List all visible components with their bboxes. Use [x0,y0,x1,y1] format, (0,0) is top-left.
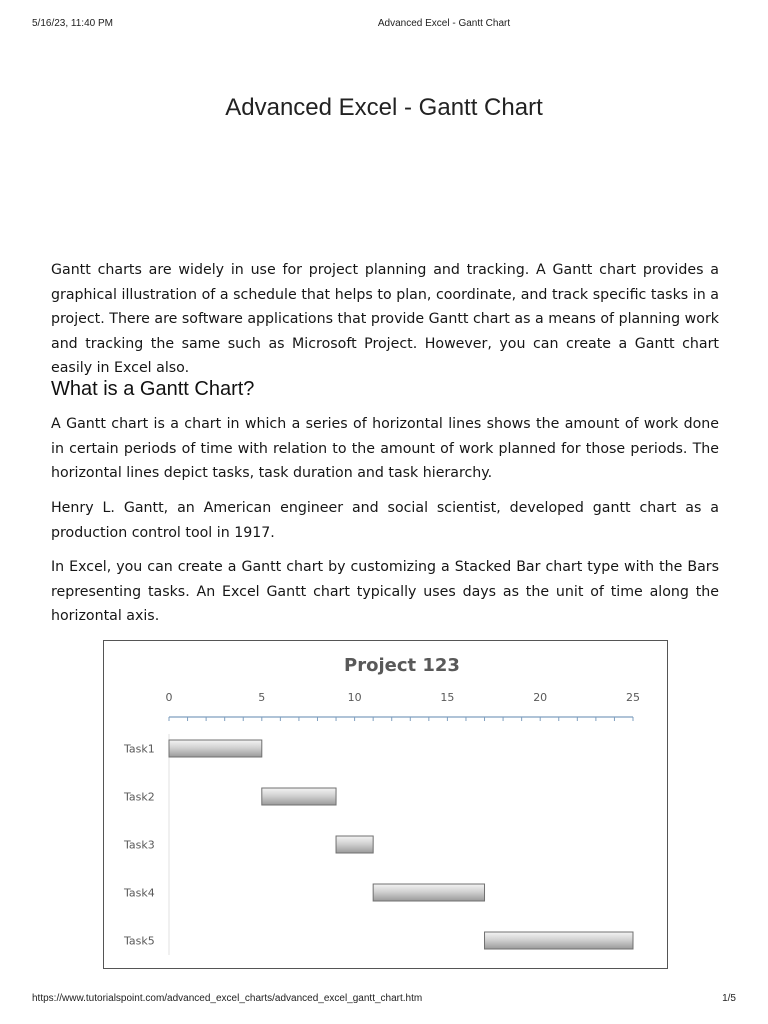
page-number: 1/5 [722,993,736,1004]
page-title: Advanced Excel - Gantt Chart [225,94,543,121]
x-tick-label: 25 [626,691,640,704]
gantt-bar [262,788,336,805]
history-block [51,496,719,545]
x-tick-label: 5 [258,691,266,704]
gantt-chart-svg [104,641,667,968]
definition-block [51,412,719,486]
page-url: https://www.tutorialspoint.com/advanced_excel_charts/advanced_excel_gantt_chart.htm [32,993,423,1004]
gantt-bar [336,836,373,853]
history-paragraph: Henry L. Gantt, an American engineer and social scientist, developed gantt chart as a production control tool in 1917. [51,500,719,541]
gantt-chart [103,640,668,969]
print-datetime: 5/16/23, 11:40 PM [32,18,113,29]
excel-block [51,555,719,629]
x-tick-label: 20 [533,691,548,704]
gantt-bar [485,932,633,949]
category-label: Task5 [124,934,155,948]
x-tick-label: 0 [165,691,173,704]
category-label: Task2 [124,790,155,804]
intro-block [51,258,719,381]
x-tick-label: 10 [347,691,362,704]
print-page-title: Advanced Excel - Gantt Chart [377,18,511,29]
chart-title: Project 123 [344,655,460,676]
section-heading: What is a Gantt Chart? [51,378,255,400]
category-label: Task1 [124,742,155,756]
x-tick-label: 15 [440,691,455,704]
definition-paragraph: A Gantt chart is a chart in which a series of horizontal lines shows the amount of work done in certain periods of time with relation to the amount of work planned for those periods. The horizontal lines depict tasks, task duration and task hierarchy. [51,416,719,482]
intro-paragraph: Gantt charts are widely in use for project planning and tracking. A Gantt chart provides a graphical illustration of a schedule that helps to plan, coordinate, and track specific tasks in a project. There are software applications that provide Gantt chart as a means of planning work and tracking the same such as Microsoft Project. However, you can create a Gantt chart easily in Excel also. [51,262,719,377]
category-label: Task3 [124,838,155,852]
gantt-bar [169,740,262,757]
excel-paragraph: In Excel, you can create a Gantt chart by customizing a Stacked Bar chart type with the Bars representing tasks. An Excel Gantt chart typically uses days as the unit of time along the horizontal axis. [51,559,719,625]
gantt-bar [373,884,484,901]
category-label: Task4 [124,886,155,900]
